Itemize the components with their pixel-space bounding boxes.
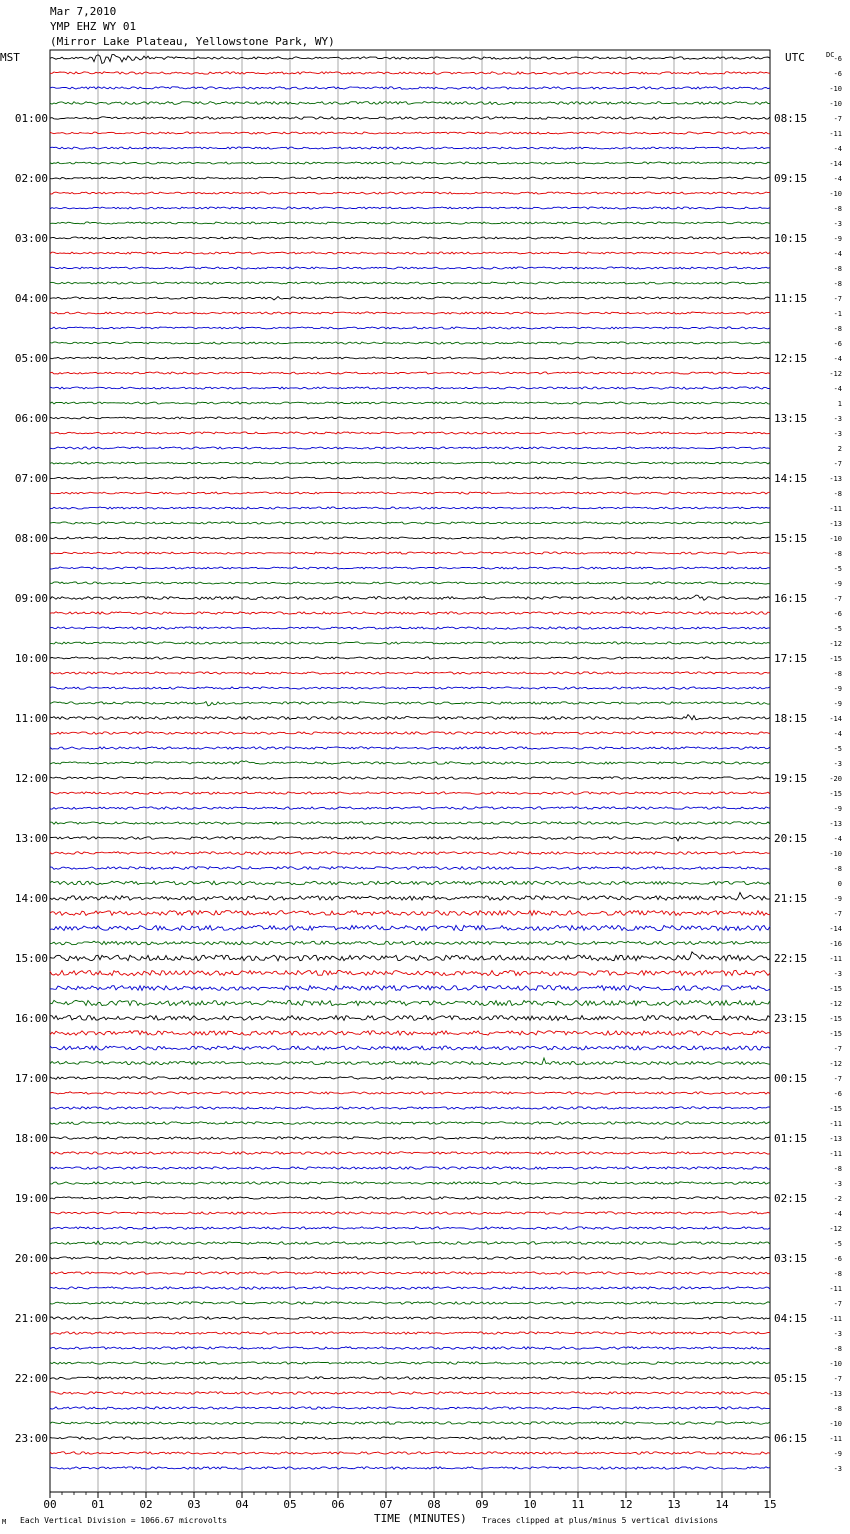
trace-line: [50, 537, 770, 539]
trace-line: [50, 792, 770, 794]
x-tick-label: 07: [379, 1498, 393, 1511]
dc-offset-label: -15: [829, 1030, 842, 1038]
dc-offset-label: -8: [833, 1165, 842, 1173]
dc-offset-label: -5: [833, 745, 842, 753]
trace-line: [50, 1182, 770, 1184]
dc-offset-label: -12: [829, 1060, 842, 1068]
dc-offset-label: -8: [833, 1405, 842, 1413]
mst-hour-label: 06:00: [14, 412, 48, 425]
dc-offset-label: -10: [829, 190, 842, 198]
trace-line: [50, 595, 770, 600]
x-tick-label: 15: [763, 1498, 777, 1511]
mst-hour-label: 08:00: [14, 532, 48, 545]
mst-hour-label: 09:00: [14, 592, 48, 605]
trace-line: [50, 657, 770, 659]
trace-line: [50, 777, 770, 779]
trace-line: [50, 552, 770, 554]
dc-offset-label: -9: [833, 235, 842, 243]
x-tick-label: 08: [427, 1498, 441, 1511]
trace-line: [50, 1107, 770, 1109]
trace-line: [50, 342, 770, 344]
trace-line: [50, 702, 770, 706]
trace-line: [50, 162, 770, 164]
trace-line: [50, 327, 770, 329]
utc-hour-label: 05:15: [774, 1372, 808, 1385]
x-tick-label: 10: [523, 1498, 537, 1511]
utc-hour-label: 20:15: [774, 832, 808, 845]
date-label: Mar 7,2010: [50, 5, 117, 18]
dc-offset-label: -6: [833, 340, 842, 348]
mst-hour-label: 01:00: [14, 112, 48, 125]
dc-offset-label: -11: [829, 1120, 842, 1128]
dc-offset-label: -12: [829, 640, 842, 648]
trace-line: [50, 372, 770, 374]
trace-line: [50, 1257, 770, 1259]
utc-hour-label: 08:15: [774, 112, 808, 125]
trace-line: [50, 1377, 770, 1379]
trace-line: [50, 1152, 770, 1154]
dc-offset-label: -4: [833, 835, 842, 843]
mst-hour-label: 03:00: [14, 232, 48, 245]
dc-offset-label: -4: [833, 385, 842, 393]
trace-line: [50, 970, 770, 975]
dc-offset-label: -8: [833, 205, 842, 213]
dc-offset-label: -3: [833, 1180, 842, 1188]
dc-offset-label: -7: [833, 910, 842, 918]
utc-hour-label: 09:15: [774, 172, 808, 185]
trace-line: [50, 1212, 770, 1214]
dc-offset-label: -20: [829, 775, 842, 783]
dc-offset-label: -10: [829, 85, 842, 93]
mst-hour-label: 21:00: [14, 1312, 48, 1325]
dc-offset-label: -9: [833, 685, 842, 693]
dc-offset-label: -3: [833, 430, 842, 438]
dc-offset-label: -5: [833, 565, 842, 573]
trace-line: [50, 822, 770, 824]
trace-line: [50, 55, 770, 64]
trace-line: [50, 672, 770, 674]
x-tick-label: 03: [187, 1498, 201, 1511]
dc-offset-label: -6: [833, 610, 842, 618]
corner-mark: M: [2, 1518, 7, 1526]
dc-offset-label: -9: [833, 805, 842, 813]
dc-offset-label: -6: [833, 55, 842, 63]
x-tick-label: 02: [139, 1498, 153, 1511]
trace-line: [50, 1241, 770, 1244]
trace-line: [50, 252, 770, 254]
dc-offset-label: -11: [829, 1285, 842, 1293]
trace-line: [50, 222, 770, 224]
trace-line: [50, 582, 770, 584]
x-tick-label: 11: [571, 1498, 585, 1511]
dc-offset-label: -14: [829, 160, 842, 168]
dc-offset-label: -7: [833, 1300, 842, 1308]
utc-hour-label: 04:15: [774, 1312, 808, 1325]
trace-line: [50, 417, 770, 419]
trace-line: [50, 492, 770, 494]
mst-hour-label: 12:00: [14, 772, 48, 785]
mst-hour-label: 15:00: [14, 952, 48, 965]
trace-line: [50, 102, 770, 105]
dc-offset-label: -3: [833, 415, 842, 423]
trace-line: [50, 177, 770, 179]
trace-line: [50, 237, 770, 239]
dc-offset-label: -11: [829, 130, 842, 138]
x-tick-label: 04: [235, 1498, 249, 1511]
trace-line: [50, 1122, 770, 1125]
dc-offset-label: -15: [829, 1105, 842, 1113]
utc-hour-label: 10:15: [774, 232, 808, 245]
dc-offset-label: -3: [833, 1330, 842, 1338]
trace-line: [50, 282, 770, 284]
trace-line: [50, 1137, 770, 1139]
trace-line: [50, 852, 770, 855]
dc-offset-label: -15: [829, 790, 842, 798]
dc-offset-label: -16: [829, 940, 842, 948]
dc-offset-label: -13: [829, 1135, 842, 1143]
trace-line: [50, 567, 770, 569]
trace-line: [50, 297, 770, 300]
trace-line: [50, 925, 770, 930]
trace-line: [50, 1467, 770, 1469]
dc-offset-label: -8: [833, 550, 842, 558]
trace-line: [50, 952, 770, 961]
dc-offset-label: -12: [829, 1000, 842, 1008]
mst-hour-label: 23:00: [14, 1432, 48, 1445]
dc-offset-label: -11: [829, 955, 842, 963]
mst-hour-label: 05:00: [14, 352, 48, 365]
dc-offset-label: -10: [829, 100, 842, 108]
utc-hour-label: 02:15: [774, 1192, 808, 1205]
dc-offset-label: -4: [833, 355, 842, 363]
trace-line: [50, 1452, 770, 1454]
trace-line: [50, 807, 770, 809]
dc-offset-label: -12: [829, 1225, 842, 1233]
trace-line: [50, 761, 770, 764]
trace-line: [50, 1362, 770, 1364]
trace-line: [50, 1167, 770, 1169]
trace-line: [50, 432, 770, 434]
trace-line: [50, 867, 770, 870]
mst-hour-label: 04:00: [14, 292, 48, 305]
dc-offset-label: -8: [833, 265, 842, 273]
utc-hour-label: 03:15: [774, 1252, 808, 1265]
dc-offset-label: -10: [829, 1360, 842, 1368]
x-tick-label: 12: [619, 1498, 633, 1511]
dc-offset-label: -5: [833, 1240, 842, 1248]
trace-line: [50, 192, 770, 194]
dc-offset-label: -13: [829, 475, 842, 483]
dc-offset-label: -3: [833, 1465, 842, 1473]
plot-frame: [50, 50, 770, 1492]
dc-offset-label: -6: [833, 1255, 842, 1263]
plot-footer: [0, 1512, 850, 1534]
utc-hour-label: 00:15: [774, 1072, 808, 1085]
dc-offset-label: -9: [833, 895, 842, 903]
mst-hour-label: 19:00: [14, 1192, 48, 1205]
trace-line: [50, 1437, 770, 1439]
dc-offset-label: -4: [833, 250, 842, 258]
dc-offset-label: -8: [833, 1345, 842, 1353]
dc-offset-label: -9: [833, 1450, 842, 1458]
utc-hour-label: 15:15: [774, 532, 808, 545]
dc-offset-label: 0: [837, 880, 842, 888]
utc-hour-label: 22:15: [774, 952, 808, 965]
trace-line: [50, 312, 770, 314]
dc-offset-label: -8: [833, 1270, 842, 1278]
dc-offset-label: -13: [829, 820, 842, 828]
utc-hour-label: 14:15: [774, 472, 808, 485]
dc-offset-label: 2: [837, 445, 842, 453]
utc-axis-title: UTC: [785, 51, 805, 64]
trace-line: [50, 881, 770, 885]
x-tick-label: 06: [331, 1498, 345, 1511]
mst-axis-title: MST: [0, 51, 20, 64]
dc-offset-label: -7: [833, 595, 842, 603]
dc-offset-label: -7: [833, 1045, 842, 1053]
x-tick-label: 05: [283, 1498, 297, 1511]
dc-column-title: DC: [826, 51, 835, 59]
trace-line: [50, 941, 770, 945]
dc-offset-label: -9: [833, 580, 842, 588]
dc-offset-label: -6: [833, 1090, 842, 1098]
dc-offset-label: -11: [829, 1435, 842, 1443]
dc-offset-label: -3: [833, 760, 842, 768]
trace-line: [50, 1197, 770, 1199]
dc-offset-label: -7: [833, 460, 842, 468]
trace-line: [50, 1422, 770, 1424]
trace-line: [50, 1392, 770, 1394]
trace-line: [50, 1407, 770, 1409]
dc-offset-label: -10: [829, 1420, 842, 1428]
dc-offset-label: -5: [833, 625, 842, 633]
utc-hour-label: 18:15: [774, 712, 808, 725]
trace-line: [50, 447, 770, 449]
dc-offset-label: -14: [829, 925, 842, 933]
trace-line: [50, 1000, 770, 1005]
trace-line: [50, 715, 770, 720]
trace-line: [50, 747, 770, 749]
trace-line: [50, 687, 770, 689]
trace-line: [50, 477, 770, 479]
trace-line: [50, 986, 770, 991]
dc-offset-label: -1: [833, 310, 842, 318]
dc-offset-label: -7: [833, 295, 842, 303]
mst-hour-label: 10:00: [14, 652, 48, 665]
mst-hour-label: 13:00: [14, 832, 48, 845]
dc-offset-label: -4: [833, 1210, 842, 1218]
mst-hour-label: 02:00: [14, 172, 48, 185]
trace-line: [50, 72, 770, 74]
dc-offset-label: -7: [833, 1375, 842, 1383]
dc-offset-label: -15: [829, 985, 842, 993]
dc-offset-label: -11: [829, 1315, 842, 1323]
dc-offset-label: -15: [829, 1015, 842, 1023]
trace-line: [50, 132, 770, 134]
mst-hour-label: 11:00: [14, 712, 48, 725]
utc-hour-label: 01:15: [774, 1132, 808, 1145]
trace-line: [50, 357, 770, 359]
utc-hour-label: 16:15: [774, 592, 808, 605]
trace-line: [50, 627, 770, 629]
utc-hour-label: 06:15: [774, 1432, 808, 1445]
trace-line: [50, 732, 770, 734]
dc-offset-label: -11: [829, 1150, 842, 1158]
dc-offset-label: -4: [833, 175, 842, 183]
dc-offset-label: -10: [829, 535, 842, 543]
trace-line: [50, 1077, 770, 1080]
trace-line: [50, 1317, 770, 1319]
dc-offset-label: -7: [833, 1075, 842, 1083]
trace-line: [50, 1227, 770, 1229]
utc-hour-label: 19:15: [774, 772, 808, 785]
trace-line: [50, 1031, 770, 1035]
mst-hour-label: 07:00: [14, 472, 48, 485]
dc-offset-label: 1: [837, 400, 842, 408]
trace-line: [50, 1092, 770, 1094]
trace-line: [50, 642, 770, 644]
trace-line: [50, 1347, 770, 1349]
location-label: (Mirror Lake Plateau, Yellowstone Park, WY): [50, 35, 335, 48]
mst-hour-label: 18:00: [14, 1132, 48, 1145]
trace-line: [50, 147, 770, 149]
dc-offset-label: -8: [833, 280, 842, 288]
dc-offset-label: -2: [833, 1195, 842, 1203]
dc-offset-label: -4: [833, 730, 842, 738]
trace-line: [50, 522, 770, 524]
dc-offset-label: -6: [833, 70, 842, 78]
trace-line: [50, 893, 770, 901]
trace-line: [50, 1046, 770, 1050]
dc-offset-label: -8: [833, 670, 842, 678]
trace-line: [50, 911, 770, 916]
trace-line: [50, 207, 770, 209]
vertical-division-note: Each Vertical Division = 1066.67 microvolts: [20, 1516, 228, 1525]
trace-line: [50, 836, 770, 841]
dc-offset-label: -13: [829, 520, 842, 528]
trace-line: [50, 1272, 770, 1274]
dc-offset-label: -15: [829, 655, 842, 663]
mst-hour-label: 22:00: [14, 1372, 48, 1385]
dc-offset-label: -8: [833, 325, 842, 333]
dc-offset-label: -14: [829, 715, 842, 723]
dc-offset-label: -3: [833, 220, 842, 228]
trace-line: [50, 507, 770, 509]
mst-hour-label: 14:00: [14, 892, 48, 905]
x-tick-label: 13: [667, 1498, 681, 1511]
dc-offset-label: -10: [829, 850, 842, 858]
trace-line: [50, 1287, 770, 1289]
station-label: YMP EHZ WY 01: [50, 20, 137, 33]
x-tick-label: 01: [91, 1498, 105, 1511]
trace-line: [50, 612, 770, 614]
trace-line: [50, 87, 770, 89]
dc-offset-label: -11: [829, 505, 842, 513]
trace-line: [50, 1058, 770, 1065]
dc-offset-label: -7: [833, 115, 842, 123]
trace-line: [50, 1016, 770, 1021]
x-axis-label: TIME (MINUTES): [374, 1512, 467, 1525]
dc-offset-label: -9: [833, 700, 842, 708]
dc-offset-label: -8: [833, 865, 842, 873]
trace-line: [50, 1332, 770, 1334]
dc-offset-label: -13: [829, 1390, 842, 1398]
trace-line: [50, 267, 770, 269]
utc-hour-label: 23:15: [774, 1012, 808, 1025]
utc-hour-label: 21:15: [774, 892, 808, 905]
clip-note: Traces clipped at plus/minus 5 vertical divisions: [482, 1516, 719, 1525]
mst-hour-label: 16:00: [14, 1012, 48, 1025]
trace-line: [50, 117, 770, 119]
utc-hour-label: 17:15: [774, 652, 808, 665]
dc-offset-label: -3: [833, 970, 842, 978]
utc-hour-label: 13:15: [774, 412, 808, 425]
mst-hour-label: 20:00: [14, 1252, 48, 1265]
utc-hour-label: 11:15: [774, 292, 808, 305]
trace-line: [50, 402, 770, 404]
dc-offset-label: -4: [833, 145, 842, 153]
mst-hour-label: 17:00: [14, 1072, 48, 1085]
trace-line: [50, 1302, 770, 1304]
x-tick-label: 14: [715, 1498, 729, 1511]
dc-offset-label: -8: [833, 490, 842, 498]
trace-line: [50, 462, 770, 464]
trace-line: [50, 387, 770, 389]
x-tick-label: 09: [475, 1498, 489, 1511]
dc-offset-label: -12: [829, 370, 842, 378]
utc-hour-label: 12:15: [774, 352, 808, 365]
x-tick-label: 00: [43, 1498, 57, 1511]
